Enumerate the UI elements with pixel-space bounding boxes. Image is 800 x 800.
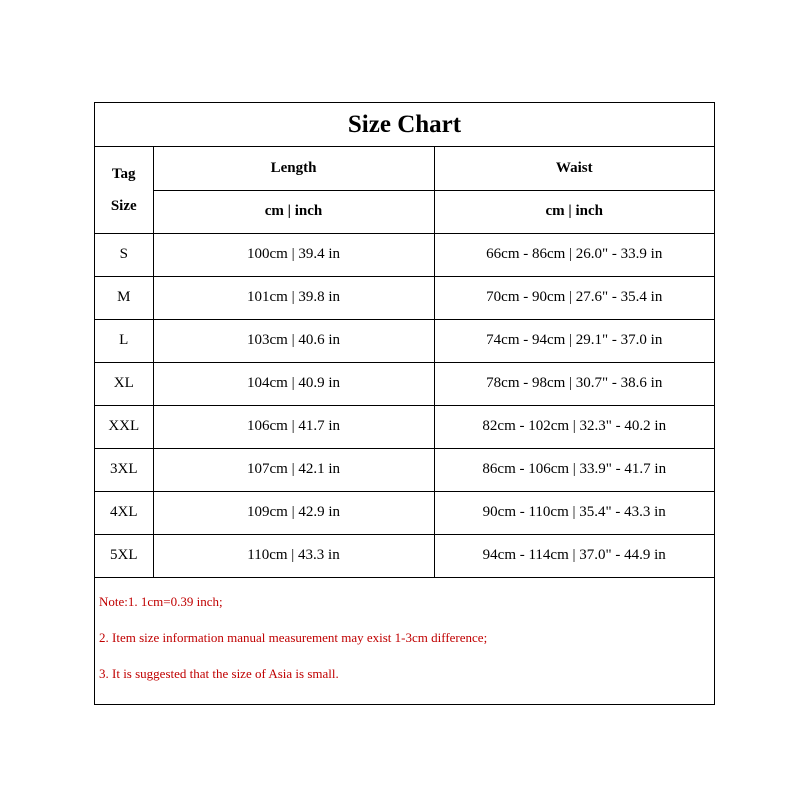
cell-size: 4XL	[95, 491, 153, 534]
waist-header: Waist	[434, 147, 714, 190]
unit-row	[95, 190, 714, 233]
cell-length: 107cm | 42.1 in	[153, 448, 434, 491]
cell-size: XXL	[95, 405, 153, 448]
cell-waist: 66cm - 86cm | 26.0" - 33.9 in	[434, 233, 714, 276]
cell-size: 3XL	[95, 448, 153, 491]
cell-size: 5XL	[95, 534, 153, 577]
cell-length: 100cm | 39.4 in	[153, 233, 434, 276]
tag-header-line2: Size	[110, 197, 137, 214]
length-unit-header: cm | inch	[153, 190, 434, 233]
table-row	[95, 319, 714, 362]
table-row	[95, 491, 714, 534]
header-row	[95, 147, 714, 190]
cell-size: XL	[95, 362, 153, 405]
cell-waist: 90cm - 110cm | 35.4" - 43.3 in	[434, 491, 714, 534]
cell-length: 109cm | 42.9 in	[153, 491, 434, 534]
table-row	[95, 362, 714, 405]
cell-waist: 82cm - 102cm | 32.3" - 40.2 in	[434, 405, 714, 448]
table-row	[95, 448, 714, 491]
cell-waist: 70cm - 90cm | 27.6" - 35.4 in	[434, 276, 714, 319]
note-1: Note:1. 1cm=0.39 inch;	[99, 593, 223, 609]
cell-waist: 78cm - 98cm | 30.7" - 38.6 in	[434, 362, 714, 405]
note-2: 2. Item size information manual measurement may exist 1-3cm difference;	[99, 629, 488, 645]
cell-length: 106cm | 41.7 in	[153, 405, 434, 448]
tag-size-header	[95, 147, 153, 233]
waist-unit-header: cm | inch	[434, 190, 714, 233]
cell-length: 104cm | 40.9 in	[153, 362, 434, 405]
cell-size: M	[95, 276, 153, 319]
table-row	[95, 405, 714, 448]
notes-section	[95, 584, 714, 692]
size-table	[95, 147, 714, 578]
note-3: 3. It is suggested that the size of Asia is small.	[99, 665, 339, 681]
cell-waist: 74cm - 94cm | 29.1" - 37.0 in	[434, 319, 714, 362]
chart-title: Size Chart	[95, 103, 714, 147]
table-row	[95, 233, 714, 276]
table-row	[95, 534, 714, 577]
cell-length: 101cm | 39.8 in	[153, 276, 434, 319]
cell-size: S	[95, 233, 153, 276]
table-row	[95, 276, 714, 319]
tag-header-line1: Tag	[111, 165, 136, 182]
cell-waist: 94cm - 114cm | 37.0" - 44.9 in	[434, 534, 714, 577]
cell-length: 110cm | 43.3 in	[153, 534, 434, 577]
length-header: Length	[153, 147, 434, 190]
cell-size: L	[95, 319, 153, 362]
cell-length: 103cm | 40.6 in	[153, 319, 434, 362]
size-chart	[94, 102, 715, 705]
cell-waist: 86cm - 106cm | 33.9" - 41.7 in	[434, 448, 714, 491]
